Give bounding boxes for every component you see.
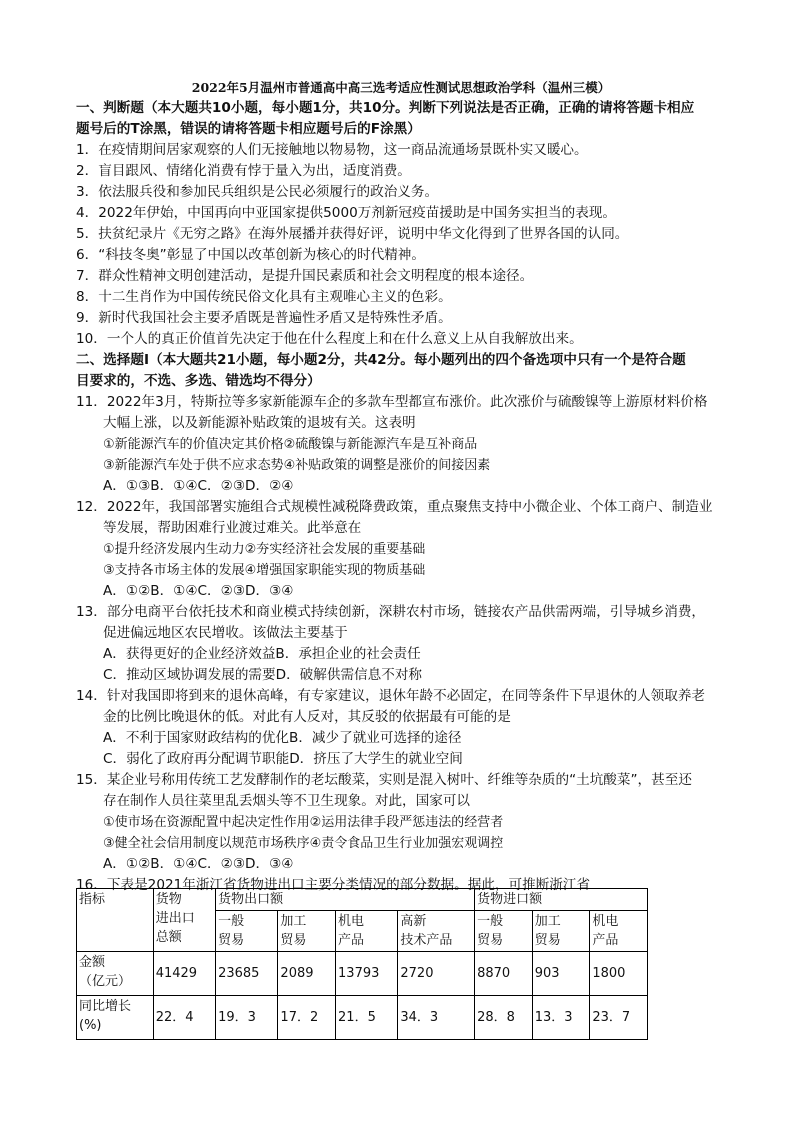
option-line: ③支持各市场主体的发展④增强国家职能实现的物质基础 [103,563,426,578]
judgment-item-6: 6．“科技冬奥”彰显了中国以改革创新为核心的时代精神。 [76,247,425,263]
question-12 [76,497,726,602]
table-cell: 1800 [590,952,648,996]
question-stem-cont: 金的比例比晚退休的低。对此有人反对，其反驳的依据最有可能的是 [103,709,511,725]
subheader-cell: 加工 贸易 [278,911,336,952]
answer-choices: A．①③B．①④C．②③D．②④ [103,478,294,494]
header-export: 货物出口额 [216,889,475,911]
question-11 [76,392,726,497]
question-13 [76,602,726,686]
judgment-item-2: 2．盲目跟风、情绪化消费有悖于量入为出，适度消费。 [76,163,411,179]
judgment-item-10: 10．一个人的真正价值首先决定于他在什么程度上和在什么意义上从自我解放出来。 [76,331,583,347]
table-header-row [77,889,648,911]
table-cell: 13793 [336,952,398,996]
question-stem: 12．2022年，我国部署实施组合式规模性减税降费政策，重点聚焦支持中小微企业、个体工商户、制造业 [76,499,713,515]
table-cell: 23．7 [590,996,648,1040]
judgment-item-5: 5．扶贫纪录片《无穷之路》在海外展播并获得好评，说明中华文化得到了世界各国的认同。 [76,226,629,242]
question-stem-cont: 促进偏远地区农民增收。该做法主要基于 [103,625,348,641]
table-cell: 23685 [216,952,278,996]
header-total-l1: 货物 [155,892,182,907]
trade-data-table [76,888,648,1040]
answer-choices: C．推动区域协调发展的需要D．破解供需信息不对称 [103,667,423,683]
question-14 [76,686,726,770]
header-import: 货物进口额 [475,889,648,911]
table-cell: 28．8 [475,996,533,1040]
option-line: ①使市场在资源配置中起决定性作用②运用法律手段严惩违法的经营者 [103,815,504,830]
section1-heading-cont: 题号后的T涂黑，错误的请将答题卡相应题号后的F涂黑） [76,121,421,137]
answer-choices: A．不利于国家财政结构的优化B．减少了就业可选择的途径 [103,730,462,746]
judgment-item-7: 7．群众性精神文明创建活动，是提升国民素质和社会文明程度的根本途径。 [76,268,534,284]
header-total [153,889,215,952]
row-label-growth: 同比增长 (%) [77,996,154,1040]
table-cell: 2720 [398,952,475,996]
option-line: ①新能源汽车的价值决定其价格②硫酸镍与新能源汽车是互补商品 [103,437,478,452]
subheader-cell: 机电 产品 [336,911,398,952]
option-line: ③健全社会信用制度以规范市场秩序④责令食品卫生行业加强宏观调控 [103,836,504,851]
subheader-cell: 高新 技术产品 [398,911,475,952]
subheader-cell: 一般 贸易 [475,911,533,952]
question-16-stem: 16．下表是2021年浙江省货物进出口主要分类情况的部分数据。据此，可推断浙江省 [76,877,591,893]
table-cell: 41429 [153,952,215,996]
option-line: ①提升经济发展内生动力②夯实经济社会发展的重要基础 [103,542,426,557]
judgment-item-9: 9．新时代我国社会主要矛盾既是普遍性矛盾又是特殊性矛盾。 [76,310,452,326]
judgment-item-3: 3．依法服兵役和参加民兵组织是公民必须履行的政治义务。 [76,184,439,200]
section2-heading: 二、选择题Ⅰ（本大题共21小题，每小题2分，共42分。每小题列出的四个备选项中只有一个是符合题 [76,352,686,368]
exam-title: 2022年5月温州市普通高中高三选考适应性测试思想政治学科（温州三模） [191,80,611,95]
exam-page [76,78,726,896]
answer-choices: A．①②B．①④C．②③D．③④ [103,856,294,872]
table-cell: 21．5 [336,996,398,1040]
section2-heading-cont: 目要求的，不选、多选、错选均不得分） [76,373,321,389]
table-row-growth [77,996,648,1040]
option-line: ③新能源汽车处于供不应求态势④补贴政策的调整是涨价的间接因素 [103,458,491,473]
subheader-cell: 机电 产品 [590,911,648,952]
question-stem-cont: 等发展，帮助困难行业渡过难关。此举意在 [103,520,362,536]
judgment-item-4: 4．2022年伊始，中国再向中亚国家提供5000万剂新冠疫苗援助是中国务实担当的表现。 [76,205,617,221]
question-stem-cont: 大幅上涨，以及新能源补贴政策的退坡有关。这表明 [103,415,416,431]
header-total-l3: 总额 [155,930,182,945]
question-stem: 15．某企业号称用传统工艺发酵制作的老坛酸菜，实则是混入树叶、纤维等杂质的“土坑酸菜”，甚至还 [76,772,692,788]
table-cell: 22．4 [153,996,215,1040]
answer-choices: A．①②B．①④C．②③D．③④ [103,583,294,599]
row-label-amount: 金额 （亿元） [77,952,154,996]
table-cell: 34．3 [398,996,475,1040]
question-stem: 14．针对我国即将到来的退休高峰，有专家建议，退休年龄不必固定，在同等条件下早退休的人领取养老 [76,688,706,704]
header-indicator: 指标 [77,889,154,952]
question-stem-cont: 存在制作人员往菜里乱丢烟头等不卫生现象。对此，国家可以 [103,793,471,809]
answer-choices: A．获得更好的企业经济效益B．承担企业的社会责任 [103,646,421,662]
subheader-cell: 加工 贸易 [532,911,590,952]
section1-heading: 一、判断题（本大题共10小题，每小题1分，共10分。判断下列说法是否正确，正确的请将答题卡相应 [76,100,695,116]
answer-choices: C．弱化了政府再分配调节职能D．挤压了大学生的就业空间 [103,751,463,767]
table-cell: 8870 [475,952,533,996]
judgment-item-8: 8．十二生肖作为中国传统民俗文化具有主观唯心主义的色彩。 [76,289,452,305]
question-15 [76,770,726,875]
table-cell: 2089 [278,952,336,996]
table-cell: 13．3 [532,996,590,1040]
table-cell: 903 [532,952,590,996]
table-cell: 17．2 [278,996,336,1040]
question-stem: 11．2022年3月，特斯拉等多家新能源车企的多款车型都宣布涨价。此次涨价与硫酸镍等上游原材料价格 [76,394,708,410]
subheader-cell: 一般 贸易 [216,911,278,952]
judgment-item-1: 1．在疫情期间居家观察的人们无接触地以物易物，这一商品流通场景既朴实又暖心。 [76,142,588,158]
header-total-l2: 进出口 [155,911,195,926]
question-stem: 13．部分电商平台依托技术和商业模式持续创新，深耕农村市场，链接农产品供需两端，引导城乡消费， [76,604,706,620]
table-row-amount [77,952,648,996]
table-cell: 19．3 [216,996,278,1040]
